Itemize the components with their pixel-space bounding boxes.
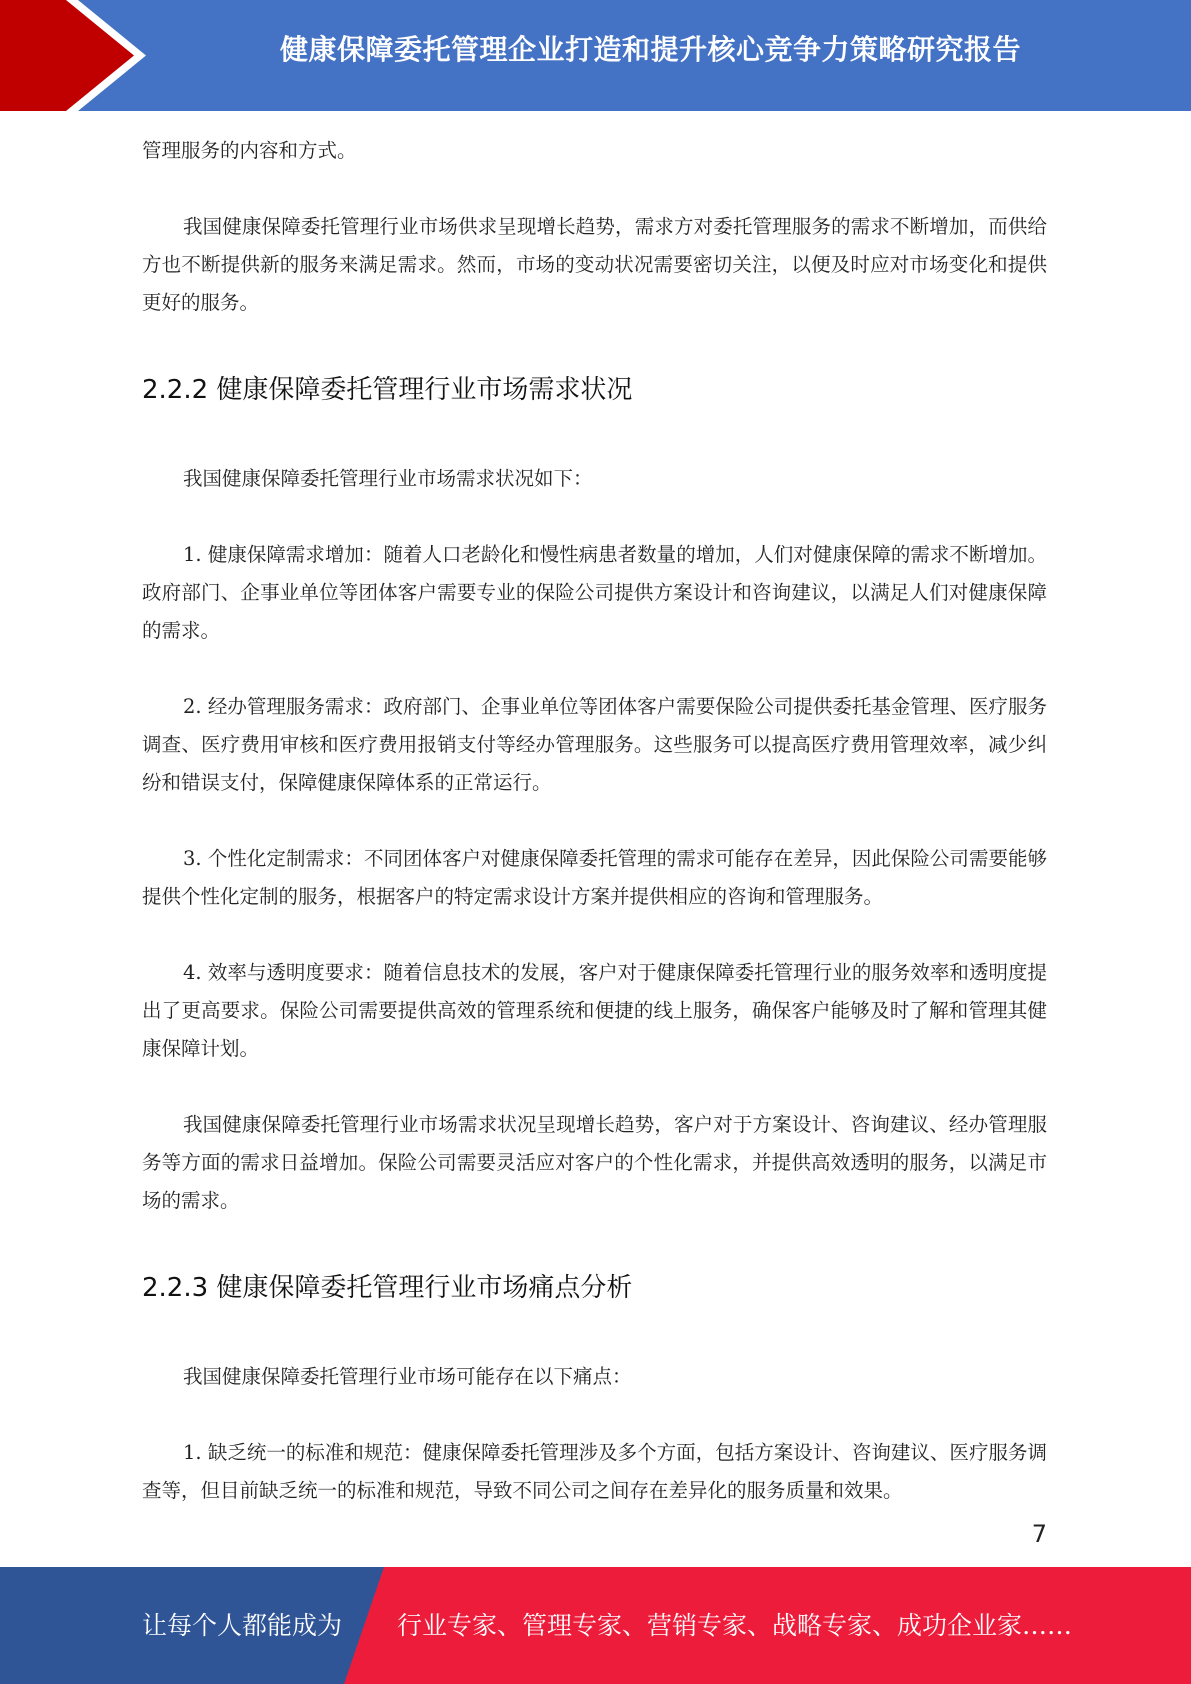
page-number: 7 bbox=[1031, 1520, 1047, 1548]
paragraph: 我国健康保障委托管理行业市场需求状况如下： bbox=[183, 467, 593, 490]
paragraph: 我国健康保障委托管理行业市场需求状况呈现增长趋势，客户对于方案设计、咨询建议、经办管理服务等方面的需求日益增加。保险公司需要灵活应对客户的个性化需求，并提供高效透明的服务，以满足市场的需求。 bbox=[142, 1113, 1047, 1212]
section-heading-2-2-2: 2.2.2 健康保障委托管理行业市场需求状况 bbox=[142, 375, 633, 405]
list-item: 1. 健康保障需求增加：随着人口老龄化和慢性病患者数量的增加，人们对健康保障的需求不断增加。政府部门、企事业单位等团体客户需要专业的保险公司提供方案设计和咨询建议，以满足人们对健康保障的需求。 bbox=[142, 543, 1047, 642]
list-item: 3. 个性化定制需求：不同团体客户对健康保障委托管理的需求可能存在差异，因此保险公司需要能够提供个性化定制的服务，根据客户的特定需求设计方案并提供相应的咨询和管理服务。 bbox=[142, 847, 1047, 908]
paragraph: 我国健康保障委托管理行业市场可能存在以下痛点： bbox=[183, 1365, 632, 1388]
list-item: 4. 效率与透明度要求：随着信息技术的发展，客户对于健康保障委托管理行业的服务效率和透明度提出了更高要求。保险公司需要提供高效的管理系统和便捷的线上服务，确保客户能够及时了解和管理其健康保障计划。 bbox=[142, 961, 1047, 1060]
page-header bbox=[0, 0, 1191, 111]
report-title: 健康保障委托管理企业打造和提升核心竞争力策略研究报告 bbox=[279, 33, 1021, 66]
list-item: 2. 经办管理服务需求：政府部门、企事业单位等团体客户需要保险公司提供委托基金管理、医疗服务调查、医疗费用审核和医疗费用报销支付等经办管理服务。这些服务可以提高医疗费用管理效率，减少纠纷和错误支付，保障健康保障体系的正常运行。 bbox=[142, 695, 1047, 794]
paragraph: 管理服务的内容和方式。 bbox=[142, 139, 357, 162]
page-footer bbox=[0, 1567, 1191, 1684]
document-body bbox=[142, 132, 1047, 1510]
list-item: 1. 缺乏统一的标准和规范：健康保障委托管理涉及多个方面，包括方案设计、咨询建议、医疗服务调查等，但目前缺乏统一的标准和规范，导致不同公司之间存在差异化的服务质量和效果。 bbox=[142, 1441, 1047, 1502]
header-chevron-decoration bbox=[0, 0, 160, 111]
footer-slogan-left: 让每个人都能成为 bbox=[142, 1611, 343, 1640]
section-heading-2-2-3: 2.2.3 健康保障委托管理行业市场痛点分析 bbox=[142, 1273, 633, 1303]
paragraph: 我国健康保障委托管理行业市场供求呈现增长趋势，需求方对委托管理服务的需求不断增加，而供给方也不断提供新的服务来满足需求。然而，市场的变动状况需要密切关注，以便及时应对市场变化和提供更好的服务。 bbox=[142, 215, 1047, 314]
footer-slogan-right: 行业专家、管理专家、营销专家、战略专家、成功企业家…… bbox=[397, 1611, 1073, 1640]
